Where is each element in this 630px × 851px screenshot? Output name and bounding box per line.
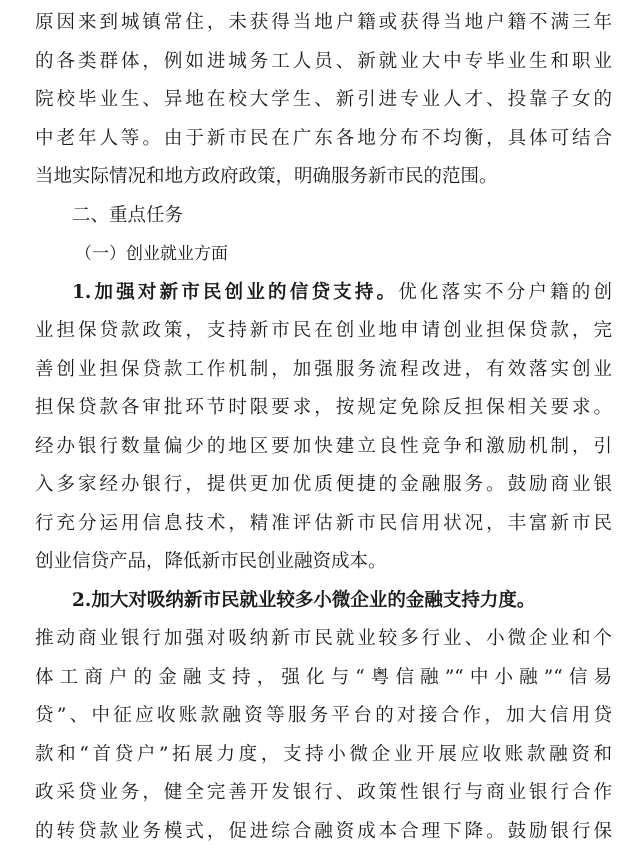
item1-line-6: 行充分运用信息技术，精准评估新市民信用状况，丰富新市民 xyxy=(35,505,612,544)
item1-line-1: 业担保贷款政策，支持新市民在创业地申请创业担保贷款，完 xyxy=(35,312,612,351)
item2-bold-lead: 2.加大对吸纳新市民就业较多小微企业的金融支持力度。 xyxy=(35,582,612,621)
item1-line-2: 善创业担保贷款工作机制，加强服务流程改进，有效落实创业 xyxy=(35,351,612,390)
item2-line-6: 的转贷款业务模式，促进综合融资成本合理下降。鼓励银行保 xyxy=(35,813,612,851)
item1-line-3: 担保贷款各审批环节时限要求，按规定免除反担保相关要求。 xyxy=(35,389,612,428)
item2-line-5: 政采贷业务，健全完善开发银行、政策性银行与商业银行合作 xyxy=(35,774,612,813)
body-line-4: 中老年人等。由于新市民在广东各地分布不均衡，具体可结合 xyxy=(35,120,612,159)
item1-last-line: 创业信贷产品，降低新市民创业融资成本。 xyxy=(35,543,612,582)
item1-first-line xyxy=(35,274,612,313)
body-line-2: 的各类群体，例如进城务工人员、新就业大中专毕业生和职业 xyxy=(35,43,612,82)
item1-first-rest: 优化落实不分户籍的创 xyxy=(398,282,612,303)
subsection-heading: （一）创业就业方面 xyxy=(35,235,612,274)
item2-line-4: 款和“首贷户”拓展力度，支持小微企业开展应收账款融资和 xyxy=(35,736,612,775)
body-line-3: 院校毕业生、异地在校大学生、新引进专业人才、投靠子女的 xyxy=(35,81,612,120)
section-heading: 二、重点任务 xyxy=(35,197,612,236)
item2-line-3: 贷”、中征应收账款融资等服务平台的对接合作，加大信用贷 xyxy=(35,697,612,736)
body-line-1: 原因来到城镇常住，未获得当地户籍或获得当地户籍不满三年 xyxy=(35,4,612,43)
item2-line-1: 推动商业银行加强对吸纳新市民就业较多行业、小微企业和个 xyxy=(35,620,612,659)
body-line-5: 当地实际情况和地方政府政策，明确服务新市民的范围。 xyxy=(35,158,612,197)
item2-line-2: 体工商户的金融支持，强化与“粤信融”“中小融”“信易 xyxy=(35,659,612,698)
item1-bold-lead: 1.加强对新市民创业的信贷支持。 xyxy=(72,282,398,303)
item1-line-5: 入多家经办银行，提供更加优质便捷的金融服务。鼓励商业银 xyxy=(35,466,612,505)
item1-line-4: 经办银行数量偏少的地区要加快建立良性竞争和激励机制，引 xyxy=(35,428,612,467)
